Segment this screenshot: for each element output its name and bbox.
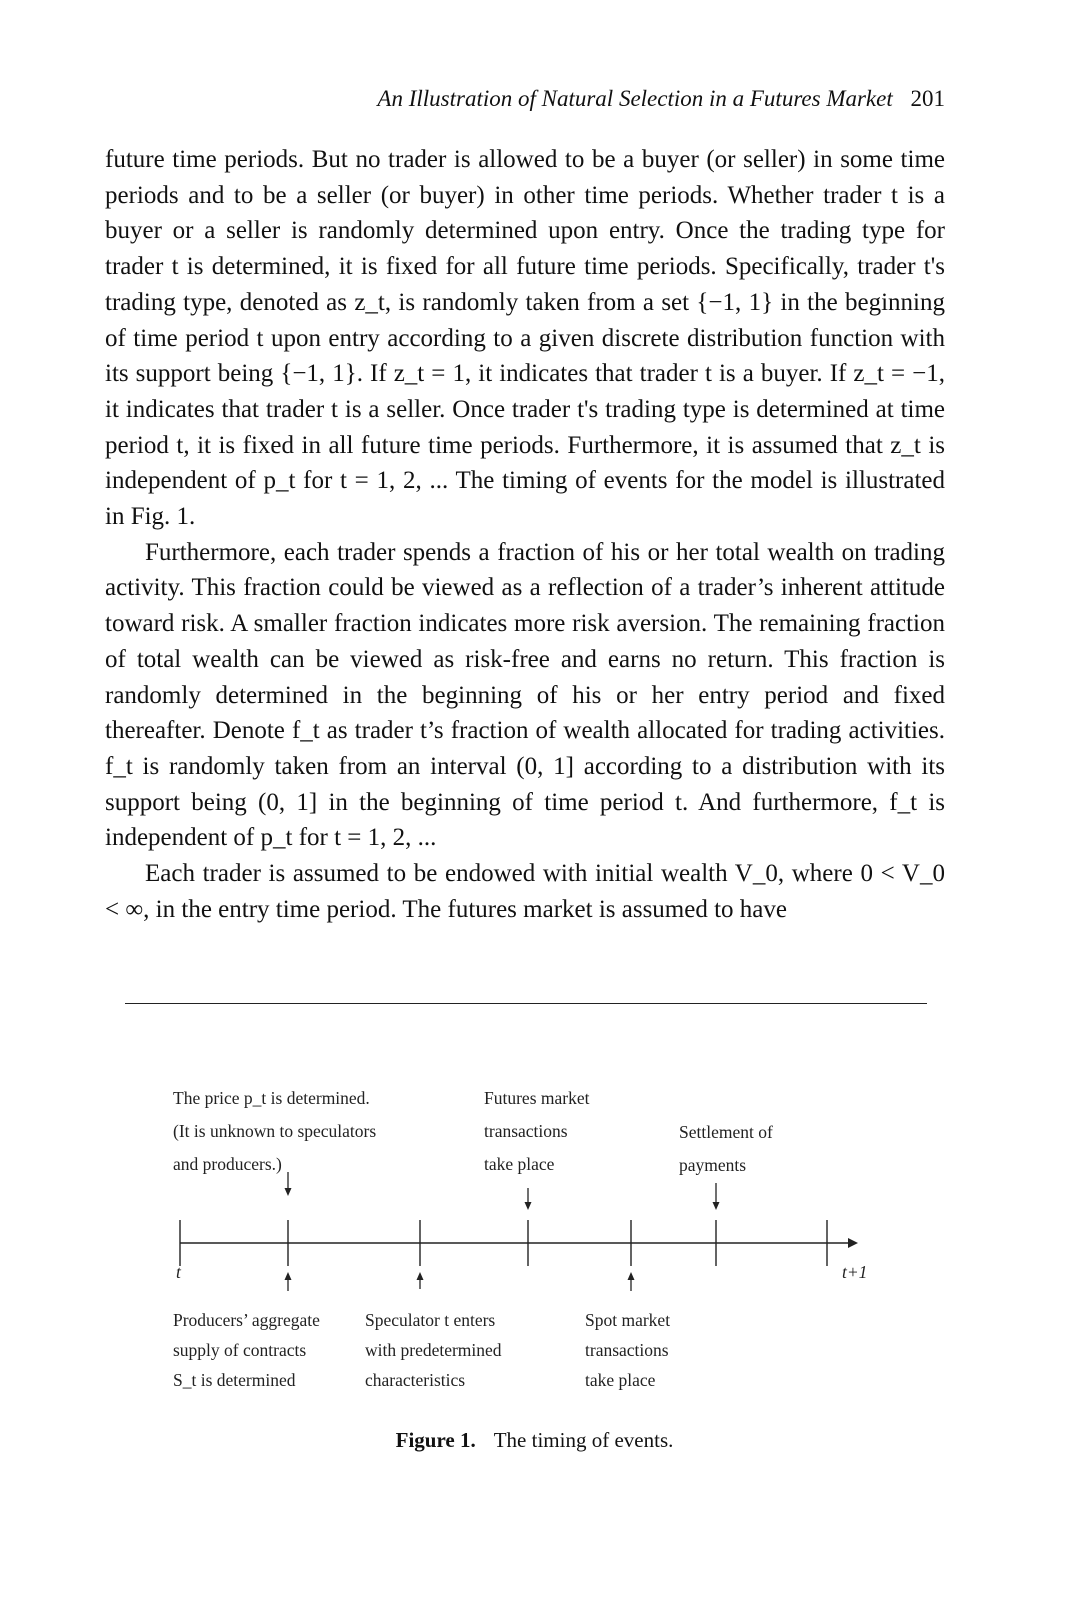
- label-settlement: [679, 1116, 773, 1182]
- axis-end-label: t+1: [842, 1262, 868, 1282]
- label-line: payments: [679, 1155, 747, 1175]
- paragraph-2: [105, 535, 945, 856]
- axis-arrowhead: [848, 1238, 858, 1248]
- label-line: The price p_t is determined.: [173, 1088, 370, 1108]
- label-line: Spot market: [585, 1310, 671, 1330]
- paragraph-2-text: Furthermore, each trader spends a fraction of his or her total wealth on trading activity. This fraction could be viewed as a reflection of a trader’s inherent attitude toward risk. A smaller fraction indicates more risk aversion. The remaining fraction of total wealth can be viewed as risk-free and earns no return. This fraction is randomly determined in the beginning of his or her entry period and fixed thereafter. Denote f_t as trader t’s fraction of wealth allocated for trading activities. f_t is randomly taken from an interval (0, 1] according to a distribution with its support being (0, 1] in the beginning of time period t. And furthermore, f_t is independent of p_t for t = 1, 2, ...: [105, 538, 945, 852]
- up-arrow-spot: [628, 1272, 635, 1291]
- label-line: (It is unknown to speculators: [173, 1121, 377, 1141]
- label-line: with predetermined: [365, 1340, 502, 1360]
- label-line: Speculator t enters: [365, 1310, 496, 1330]
- caption-label: Figure 1.: [395, 1428, 476, 1452]
- paragraph-3-text: Each trader is assumed to be endowed with initial wealth V_0, where 0 < V_0 < ∞, in the entry time period. The futures market is assumed to have: [105, 860, 945, 923]
- label-line: supply of contracts: [173, 1340, 307, 1360]
- body-text: [105, 142, 945, 927]
- down-arrow-futures: [525, 1188, 532, 1210]
- label-line: S_t is determined: [173, 1370, 296, 1390]
- label-price-determined: [173, 1082, 376, 1181]
- label-line: Settlement of: [679, 1122, 773, 1142]
- running-header: [105, 86, 945, 120]
- label-line: take place: [585, 1370, 656, 1390]
- timing-figure: [100, 1080, 900, 1410]
- page-number: 201: [910, 86, 945, 111]
- label-line: transactions: [484, 1121, 568, 1141]
- paragraph-3: [105, 856, 945, 927]
- label-line: Producers’ aggregate: [173, 1310, 320, 1330]
- label-line: characteristics: [365, 1370, 466, 1390]
- label-line: transactions: [585, 1340, 669, 1360]
- label-line: and producers.): [173, 1154, 282, 1174]
- down-arrow-settlement: [713, 1183, 720, 1210]
- label-producers-supply: [173, 1305, 320, 1395]
- running-title: An Illustration of Natural Selection in a Futures Market: [377, 86, 893, 111]
- label-speculator-enters: [365, 1305, 502, 1395]
- axis-start-label: t: [176, 1262, 181, 1282]
- caption-text: The timing of events.: [493, 1428, 674, 1452]
- label-spot-transactions: [585, 1305, 670, 1395]
- label-line: Futures market: [484, 1088, 590, 1108]
- paragraph-1: [105, 142, 945, 535]
- figure-top-rule: [125, 1003, 927, 1004]
- paragraph-1-text: future time periods. But no trader is allowed to be a buyer (or seller) in some time periods and to be a seller (or buyer) in other time periods. Whether trader t is a buyer or a seller is randomly determined upon entry. Once the trading type for trader t is determined, it is fixed for all future time periods. Specifically, trader t's trading type, denoted as z_t, is randomly taken from a set {−1, 1} in the beginning of time period t upon entry according to a given discrete distribution function with its support being {−1, 1}. If z_t = 1, it indicates that trader t is a buyer. If z_t = −1, it indicates that trader t is a seller. Once trader t's trading type is determined at time period t, it is fixed in all future time periods. Furthermore, it is assumed that z_t is independent of p_t for t = 1, 2, ... The timing of events for the model is illustrated in Fig. 1.: [105, 146, 945, 531]
- label-line: take place: [484, 1154, 555, 1174]
- up-arrow-producers: [285, 1272, 292, 1291]
- figure-caption: [0, 1428, 1069, 1453]
- label-futures-transactions: [484, 1082, 589, 1181]
- up-arrow-speculator: [417, 1272, 424, 1289]
